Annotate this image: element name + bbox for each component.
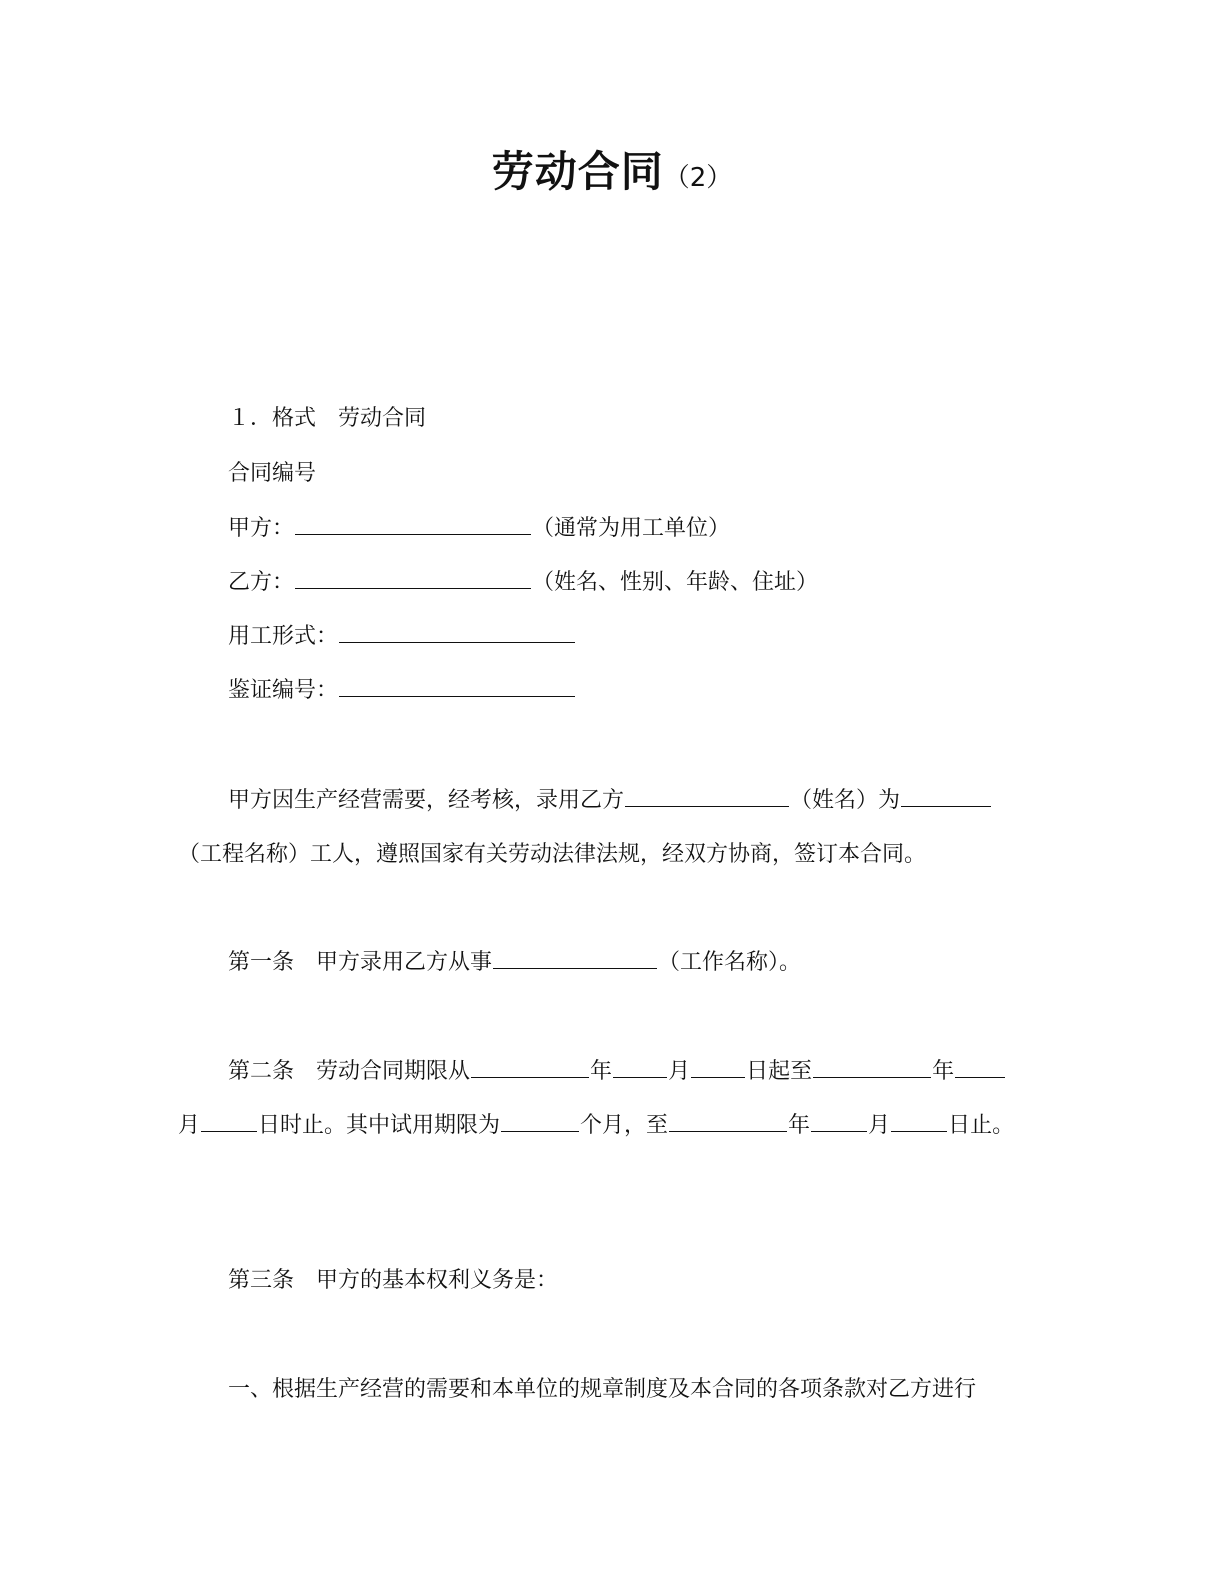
employment-form-blank[interactable] — [339, 620, 575, 643]
certification-no-line — [228, 674, 576, 707]
party-a-line — [228, 512, 730, 545]
article-3-label: 第三条 — [228, 1268, 295, 1293]
article-2-line-1 — [228, 1055, 1006, 1088]
title-suffix: （2） — [663, 163, 733, 193]
start-year-blank[interactable] — [471, 1055, 589, 1078]
party-b-line — [228, 566, 818, 599]
probation-month-blank[interactable] — [811, 1109, 867, 1132]
month-label: 月 — [178, 1113, 201, 1138]
article-2-text-1: 劳动合同期限从 — [316, 1059, 471, 1084]
end-month-blank[interactable] — [955, 1055, 1005, 1078]
end-day-blank[interactable] — [201, 1109, 257, 1132]
probation-day-blank[interactable] — [891, 1109, 947, 1132]
project-name-blank[interactable] — [901, 784, 991, 807]
preamble-text-1: 甲方因生产经营需要，经考核，录用乙方 — [228, 788, 625, 813]
article-1-text-2: （工作名称）。 — [658, 950, 802, 975]
party-b-note: （姓名、性别、年龄、住址） — [532, 570, 819, 595]
month-label: 月 — [868, 1113, 891, 1138]
article-3-item-1: 一、根据生产经营的需要和本单位的规章制度及本合同的各项条款对乙方进行 — [228, 1377, 977, 1402]
day-end-label: 日止。 — [948, 1113, 1015, 1138]
month-label: 月 — [668, 1059, 691, 1084]
document-title — [0, 142, 1224, 208]
contract-no-label: 合同编号 — [228, 461, 317, 486]
preamble-line-1 — [228, 784, 992, 817]
day-from-label: 日起至 — [746, 1059, 813, 1084]
party-a-label: 甲方： — [228, 516, 295, 541]
article-1 — [228, 946, 801, 979]
party-a-note: （通常为用工单位） — [532, 516, 731, 541]
article-1-text-1: 甲方录用乙方从事 — [316, 950, 493, 975]
start-month-blank[interactable] — [613, 1055, 667, 1078]
certification-no-label: 鉴证编号： — [228, 678, 339, 703]
article-3 — [228, 1265, 558, 1297]
article-2-line-2 — [178, 1109, 1014, 1142]
article-2-label: 第二条 — [228, 1059, 295, 1084]
preamble-line-2: （工程名称）工人，遵照国家有关劳动法律法规，经双方协商，签订本合同。 — [178, 842, 927, 867]
day-until-label: 日时止。其中试用期限为 — [258, 1113, 501, 1138]
article-1-label: 第一条 — [228, 950, 295, 975]
party-a-blank[interactable] — [295, 512, 531, 535]
format-line: １．格式 劳动合同 — [228, 406, 427, 431]
title-main: 劳动合同 — [491, 147, 664, 196]
probation-months-blank[interactable] — [501, 1109, 579, 1132]
party-b-label: 乙方： — [228, 570, 295, 595]
employment-form-line — [228, 620, 576, 653]
start-day-blank[interactable] — [691, 1055, 745, 1078]
preamble-text-2: （姓名）为 — [790, 788, 901, 813]
year-label: 年 — [788, 1113, 811, 1138]
end-year-blank[interactable] — [813, 1055, 931, 1078]
year-label: 年 — [932, 1059, 955, 1084]
job-name-blank[interactable] — [493, 946, 657, 969]
employee-name-blank[interactable] — [625, 784, 789, 807]
party-b-blank[interactable] — [295, 566, 531, 589]
year-label: 年 — [590, 1059, 613, 1084]
probation-year-blank[interactable] — [669, 1109, 787, 1132]
certification-no-blank[interactable] — [339, 674, 575, 697]
months-to-label: 个月，至 — [580, 1113, 669, 1138]
article-3-text: 甲方的基本权利义务是： — [316, 1268, 559, 1293]
employment-form-label: 用工形式： — [228, 624, 339, 649]
